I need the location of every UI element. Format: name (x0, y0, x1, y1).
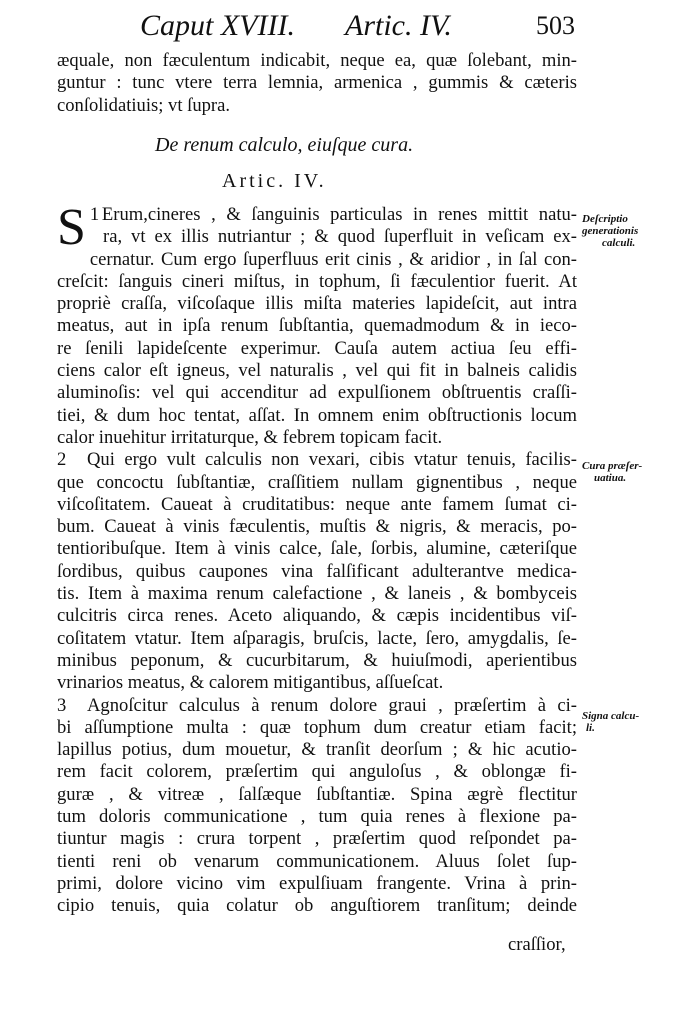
text-line: bum. Caueat à vinis fæculentis, muſtis & nigris, & meracis, po- (57, 516, 577, 538)
chapter-title: Caput XVIII. (140, 9, 295, 42)
text-line: lapillus potius, dum mouetur, & tranſit deorſum ; & hic acutio- (57, 739, 577, 761)
text-line: culcitris circa renes. Aceto aliquando, & cæpis incidentibus viſ- (57, 605, 577, 627)
article-body (57, 199, 577, 918)
text-line: vrinarios meatus, & calorem mitigantibus, aſſueſcat. (57, 672, 444, 694)
text-line: tis. Item à maxima renum calefactione , & laneis , & bombyceis (57, 583, 577, 605)
margin-note-line: Signa calcu- (582, 710, 640, 722)
text-line: primi, dolore vicino vim expulſiuam frangente. Vrina à prin- (57, 872, 577, 894)
article-heading: Artic. IV. (222, 170, 327, 192)
text-line: cernatur. Cum ergo ſuperfluus erit cinis , & aridior , in ſal con- (89, 248, 577, 270)
text-line: tienti reni ob venarum communicationem. Aluus ſolet ſup- (57, 850, 577, 872)
margin-note-line: uatiua. (594, 472, 627, 484)
paragraph-1 (57, 199, 577, 449)
text-line: ra, vt ex illis nutriantur ; & quod ſuperfluit in veſicam ex- (103, 226, 577, 248)
text-line (57, 449, 577, 471)
margin-note-description (582, 213, 696, 249)
text-line: coſitatem vtatur. Item aſparagis, bruſcis, lacte, ſero, amygdalis, ſe- (57, 627, 577, 649)
running-header (100, 8, 580, 44)
text-line: tentioribuſque. Item à vinis calce, ſale, ſorbis, alumine, cæteriſque (57, 538, 577, 560)
margin-note-line: Cura præſer- (582, 460, 643, 472)
catchword: craſſior, (508, 934, 566, 955)
text-line: cipio tenuis, quia colatur ob anguſtiorem tranſitum; deinde (57, 895, 577, 917)
text-line: meatus, aut in ipſa renum ſubſtantia, quemadmodum & in iecо- (57, 315, 577, 337)
paragraph-3 (57, 695, 577, 918)
drop-cap: S (57, 199, 86, 256)
continued-text (57, 50, 577, 117)
text-line (57, 695, 577, 717)
text-line: viſcoſitatem. Caueat à cruditatibus: neque ante famem ſumat ci- (57, 493, 577, 515)
text-line: ſordibus, quibus caupones vina falſificant adulterantve medica- (57, 560, 577, 582)
text-line-content: Agnoſcitur calculus à renum dolore graui , præſertim à ci- (87, 694, 577, 716)
text-line: guræ , & vitreæ , ſalſæque ſubſtantiæ. Spina ægrè flectitur (57, 783, 577, 805)
text-line: creſcit: ſanguis cineri miſtus, in tophum, ſi fæculentior fuerit. At (57, 270, 577, 292)
text-line: bi aſſumptione multa : quæ tophum dum creatur etiam facit; (57, 716, 577, 738)
page-number: 503 (536, 11, 575, 40)
paragraph-number: 3 (57, 694, 67, 716)
text-line-content: Erum,cineres , & ſanguinis particulas in renes mittit natu- (101, 204, 577, 225)
text-line: calor inuehitur irritaturque, & febrem topicam facit. (57, 426, 443, 448)
paragraph-2 (57, 449, 577, 694)
text-line: tiuntur magis : crura torpent , præſertim quod reſpondet pa- (57, 828, 577, 850)
paragraph-number: 1 (89, 204, 100, 225)
text-line: aluminoſis: vel qui accenditur ad expulſionem obſtruentis craſſi- (57, 382, 577, 404)
text-line: ciens calor eſt igneus, vel naturalis , vel qui fit in balneis calidis (57, 360, 577, 382)
article-title: Artic. IV. (345, 9, 452, 42)
text-line: æquale, non fæculentum indicabit, neque ea, quæ ſolebant, min- (57, 50, 577, 71)
text-line: tum doloris communicatione , tum quia renes à flexione pa- (57, 806, 577, 828)
text-line: rem facit colorem, præſertim qui anguloſus , & oblongæ fi- (57, 761, 577, 783)
text-line: que concoctu ſubſtantiæ, craſſitiem nullam gignentibus , neque (57, 471, 577, 493)
margin-note-cure (582, 460, 696, 484)
paragraph-number: 2 (57, 449, 67, 471)
text-line: conſolidatiuis; vt ſupra. (57, 94, 230, 116)
section-subtitle: De renum calculo, eiuſque cura. (155, 134, 414, 156)
margin-note-line: calculi. (602, 237, 636, 249)
margin-note-line: generationis (582, 225, 639, 237)
margin-note-line: Deſcriptio (582, 213, 628, 225)
text-line: propriè craſſa, viſcoſaque illis miſta materies lapideſcit, aut intra (57, 293, 577, 315)
text-line: minibus peponum, & cucurbitarum, & huiuſmodi, aperientibus (57, 649, 577, 671)
text-line: guntur : tunc vtere terra lemnia, armenica , gummis & cæteris (57, 72, 577, 94)
margin-note-signs (582, 710, 696, 734)
text-line: re ſenili lapideſcente experimur. Cauſa autem actiua ſeu effi- (57, 337, 577, 359)
margin-note-line: li. (586, 722, 595, 734)
text-line: tiei, & dum hoc tentat, aſſat. In omnem enim obſtructionis locum (57, 404, 577, 426)
text-line-content: Qui ergo vult calculis non vexari, cibis vtatur tenuis, facilis- (87, 449, 577, 471)
